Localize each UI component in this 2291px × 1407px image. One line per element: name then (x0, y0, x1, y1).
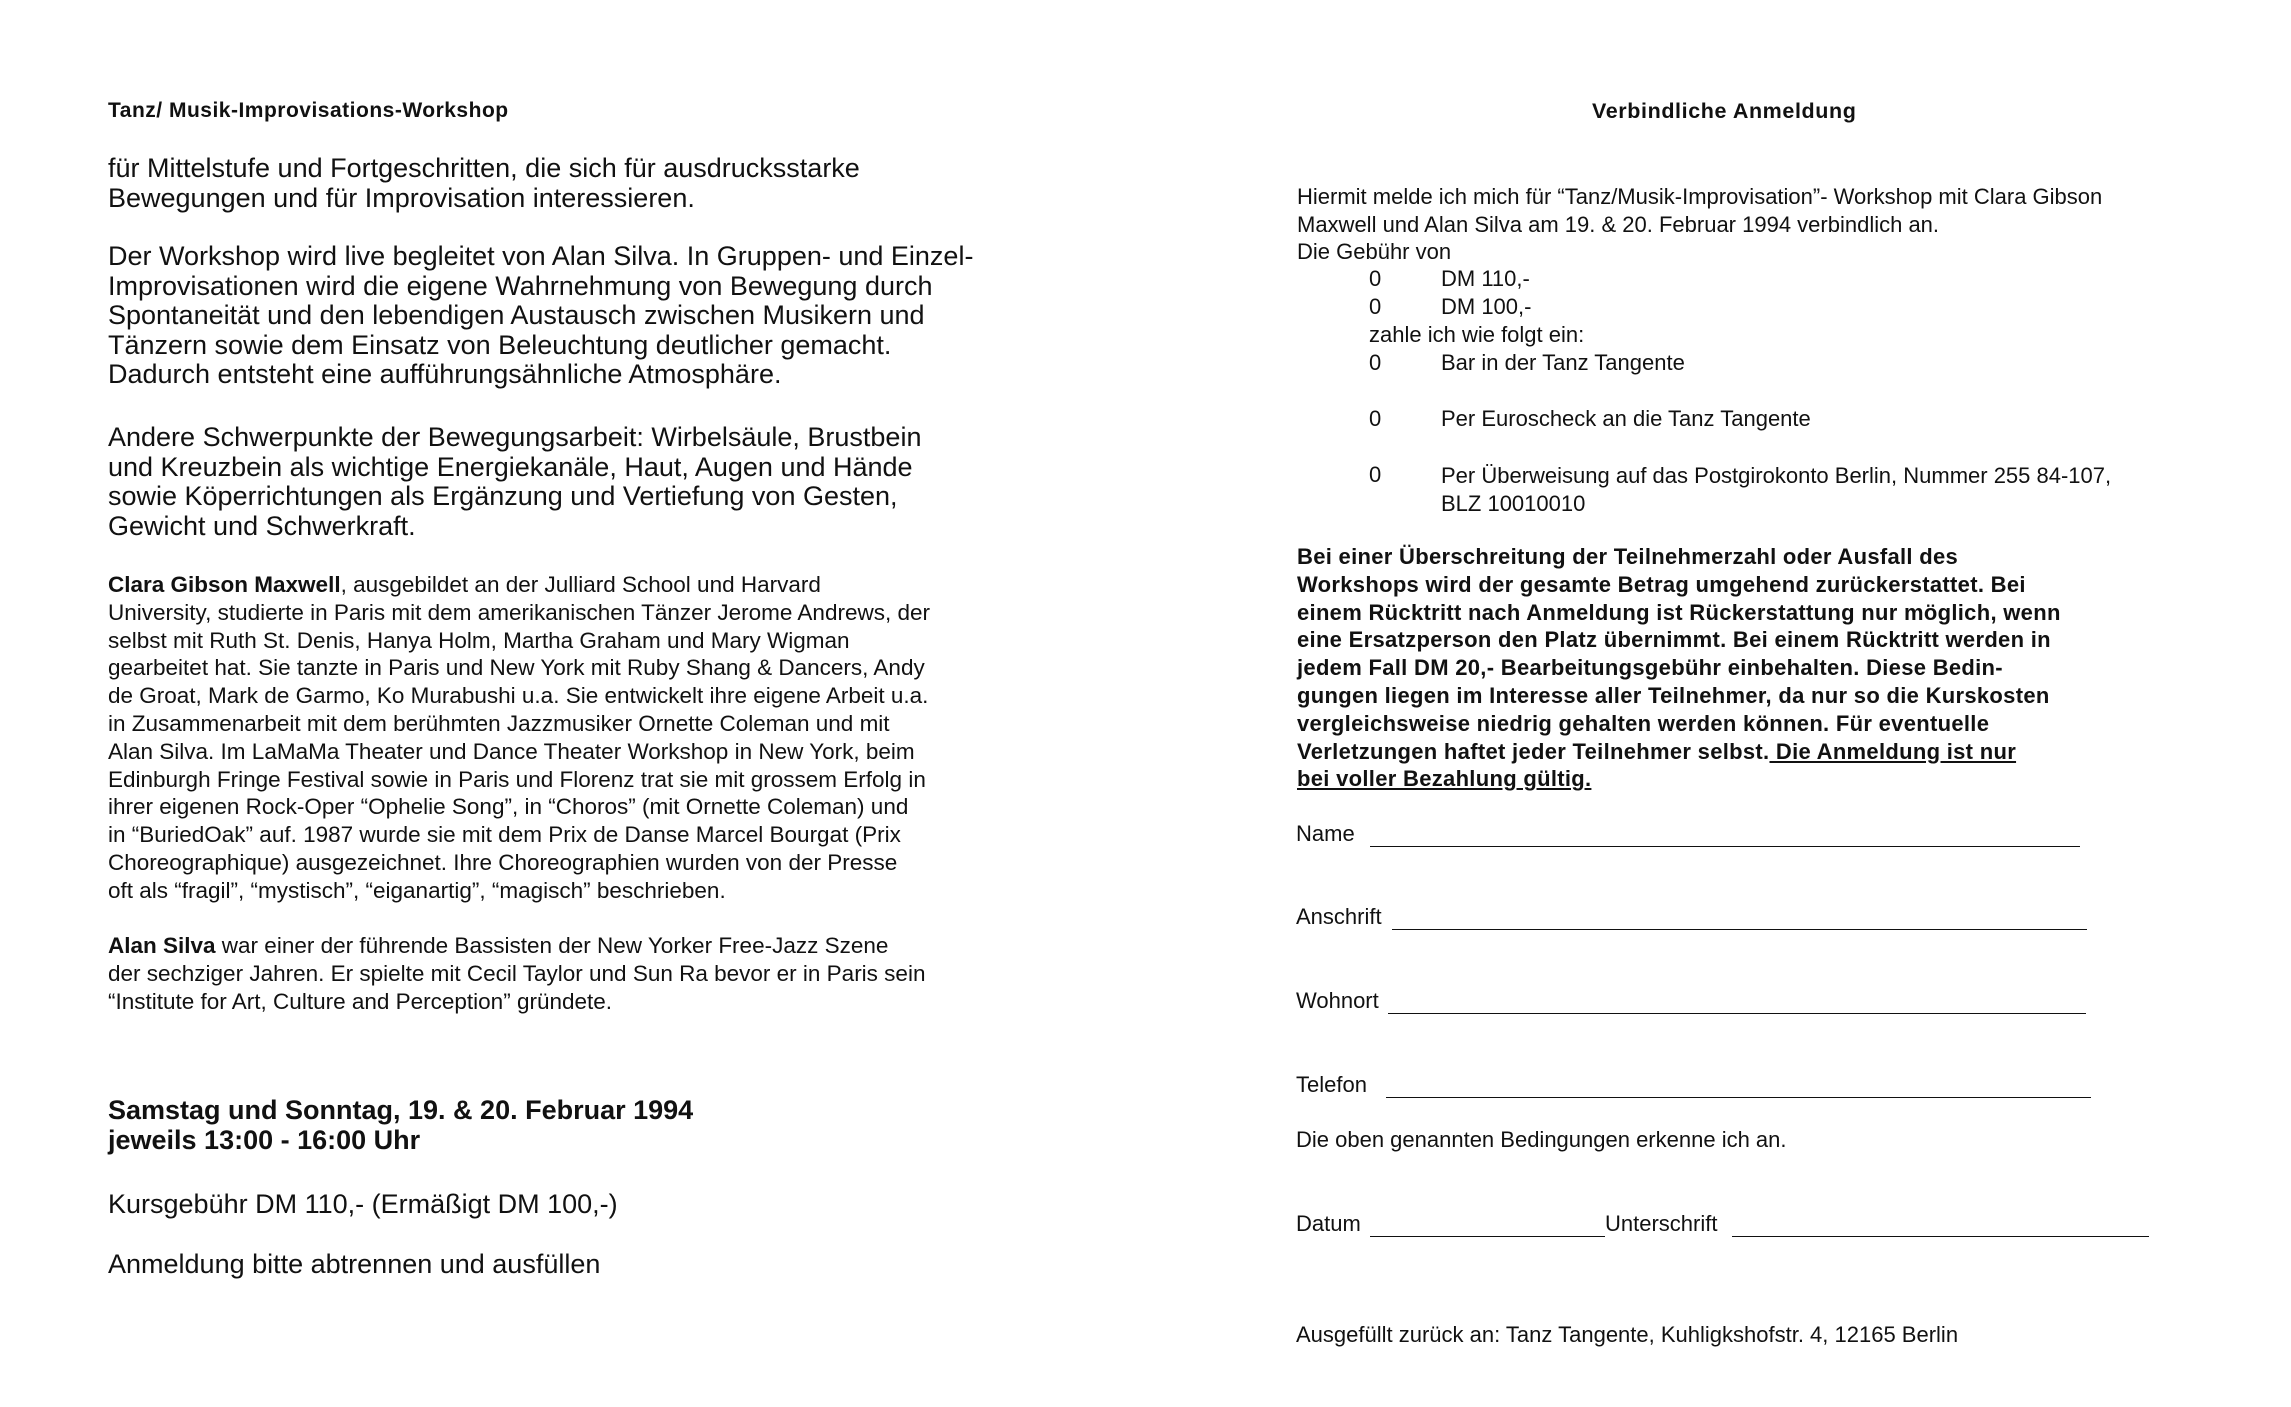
payment-label: zahle ich wie folgt ein: (1369, 322, 1585, 347)
text-line: Choreographique) ausgezeichnet. Ihre Choreographien wurden von der Presse (108, 849, 898, 875)
bio-name: Alan Silva (108, 933, 216, 958)
name-field[interactable] (1370, 846, 2080, 847)
form-intro (1297, 183, 2102, 266)
text-line: Workshops wird der gesamte Betrag umgehend zurückerstattet. Bei (1297, 571, 2026, 597)
detach-note: Anmeldung bitte abtrennen und ausfüllen (108, 1249, 601, 1279)
fee-checkbox-110[interactable]: 0 (1369, 266, 1382, 291)
intro-text (108, 154, 860, 213)
pay-checkbox-cash[interactable]: 0 (1369, 350, 1382, 375)
text-line: für Mittelstufe und Fortgeschritten, die sich für ausdrucksstarke (108, 153, 860, 183)
text-line: Bei einer Überschreitung der Teilnehmerzahl oder Ausfall des (1297, 544, 1959, 569)
text-line: Der Workshop wird live begleitet von Alan Silva. In Gruppen- und Einzel- (108, 241, 974, 271)
text-line: jedem Fall DM 20,- Bearbeitungsgebühr einbehalten. Diese Bedin- (1297, 655, 2003, 681)
text-line: Dadurch entsteht eine aufführungsähnliche Atmosphäre. (108, 359, 782, 389)
time-line: jeweils 13:00 - 16:00 Uhr (108, 1124, 421, 1155)
text-line: Hiermit melde ich mich für “Tanz/Musik-Improvisation”- Workshop mit Clara Gibson (1297, 184, 2103, 209)
pay-option-cash: Bar in der Tanz Tangente (1441, 350, 1685, 375)
workshop-title: Tanz/ Musik-Improvisations-Workshop (108, 99, 509, 122)
text-line: Gewicht und Schwerkraft. (108, 510, 416, 541)
text-line: BLZ 10010010 (1441, 490, 1586, 516)
text-line: Alan Silva war einer der führende Bassisten der New Yorker Free-Jazz Szene (108, 933, 889, 958)
text-line: Verletzungen haftet jeder Teilnehmer selbst. Die Anmeldung ist nur (1297, 738, 2017, 764)
text-line: gungen liegen im Interesse aller Teilnehmer, da nur so die Kurskosten (1297, 682, 2050, 708)
text-line: Improvisationen wird die eigene Wahrnehmung von Bewegung durch (108, 270, 933, 301)
form-title: Verbindliche Anmeldung (1592, 99, 1857, 123)
text-line: und Kreuzbein als wichtige Energiekanäle, Haut, Augen und Hände (108, 451, 913, 482)
pay-option-transfer (1441, 462, 2111, 517)
text-line: in “BuriedOak” auf. 1987 wurde sie mit dem Prix de Danse Marcel Bourgat (Prix (108, 822, 901, 848)
pay-option-cheque: Per Euroscheck an die Tanz Tangente (1441, 406, 1811, 431)
city-field[interactable] (1388, 1013, 2086, 1014)
signature-label: Unterschrift (1605, 1211, 1718, 1236)
text-line: Alan Silva. Im LaMaMa Theater und Dance Theater Workshop in New York, beim (108, 738, 915, 764)
text-line: Bewegungen und für Improvisation interessieren. (108, 182, 695, 213)
text-line: Clara Gibson Maxwell, ausgebildet an der Julliard School und Harvard (108, 572, 821, 597)
signature-field[interactable] (1732, 1236, 2149, 1237)
accept-statement: Die oben genannten Bedingungen erkenne ich an. (1296, 1127, 1787, 1152)
text-line: der sechziger Jahren. Er spielte mit Cecil Taylor und Sun Ra bevor er in Paris sein (108, 960, 926, 986)
text-line: Tänzern sowie dem Einsatz von Beleuchtung deutlicher gemacht. (108, 329, 892, 360)
text-line: gearbeitet hat. Sie tanzte in Paris und New York mit Ruby Shang & Dancers, Andy (108, 655, 925, 681)
text-line: ihrer eigenen Rock-Oper “Ophelie Song”, in “Choros” (mit Ornette Coleman) und (108, 794, 909, 820)
text-line: bei voller Bezahlung gültig. (1297, 766, 1592, 792)
text-line: sowie Köperrichtungen als Ergänzung und Vertiefung von Gesten, (108, 481, 898, 511)
date-label: Datum (1296, 1211, 1361, 1236)
address-label: Anschrift (1296, 904, 1382, 929)
course-fee: Kursgebühr DM 110,- (Ermäßigt DM 100,-) (108, 1189, 618, 1219)
text-line: oft als “fragil”, “mystisch”, “eiganartig”, “magisch” beschrieben. (108, 877, 726, 903)
description-paragraph (108, 242, 973, 390)
text-line: eine Ersatzperson den Platz übernimmt. Bei einem Rücktritt werden in (1297, 627, 2051, 653)
text-line: Andere Schwerpunkte der Bewegungsarbeit: Wirbelsäule, Brustbein (108, 422, 922, 452)
text-line: University, studierte in Paris mit dem amerikanischen Tänzer Jerome Andrews, der (108, 599, 930, 625)
bio-name: Clara Gibson Maxwell (108, 572, 341, 597)
text-line: einem Rücktritt nach Anmeldung ist Rückerstattung nur möglich, wenn (1297, 599, 2061, 625)
bio-alan (108, 932, 925, 1015)
pay-checkbox-transfer[interactable]: 0 (1369, 462, 1382, 487)
text-line: vergleichsweise niedrig gehalten werden können. Für eventuelle (1297, 710, 1990, 736)
address-field[interactable] (1392, 929, 2087, 930)
text-line: Edinburgh Fringe Festival sowie in Paris und Florenz trat sie mit grossem Erfolg in (108, 766, 926, 792)
text-line: de Groat, Mark de Garmo, Ko Murabushi u.a. Sie entwickelt ihre eigene Arbeit u.a. (108, 683, 929, 709)
fee-checkbox-100[interactable]: 0 (1369, 294, 1382, 319)
text-line: Spontaneität und den lebendigen Austausch zwischen Musikern und (108, 300, 925, 330)
workshop-dates (108, 1096, 693, 1155)
phone-label: Telefon (1296, 1072, 1367, 1097)
phone-field[interactable] (1386, 1097, 2091, 1098)
text-line: Die Gebühr von (1297, 239, 1452, 265)
text-line: Per Überweisung auf das Postgirokonto Berlin, Nummer 255 84-107, (1441, 463, 2112, 488)
text-line: in Zusammenarbeit mit dem berühmten Jazzmusiker Ornette Coleman und mit (108, 710, 890, 736)
text-line: selbst mit Ruth St. Denis, Hanya Holm, Martha Graham und Mary Wigman (108, 627, 850, 653)
text-line: Maxwell und Alan Silva am 19. & 20. Februar 1994 verbindlich an. (1297, 211, 1940, 237)
fee-option-110: DM 110,- (1441, 266, 1530, 291)
pay-checkbox-cheque[interactable]: 0 (1369, 406, 1382, 431)
focus-paragraph (108, 423, 921, 541)
bio-clara (108, 571, 930, 905)
fee-option-100: DM 100,- (1441, 294, 1532, 319)
name-label: Name (1296, 821, 1355, 846)
date-line: Samstag und Sonntag, 19. & 20. Februar 1994 (108, 1095, 694, 1125)
terms-conditions (1297, 543, 2061, 793)
return-address: Ausgefüllt zurück an: Tanz Tangente, Kuhligkshofstr. 4, 12165 Berlin (1296, 1322, 1959, 1347)
date-field[interactable] (1370, 1236, 1605, 1237)
city-label: Wohnort (1296, 988, 1379, 1013)
text-line: “Institute for Art, Culture and Perception” gründete. (108, 988, 613, 1014)
